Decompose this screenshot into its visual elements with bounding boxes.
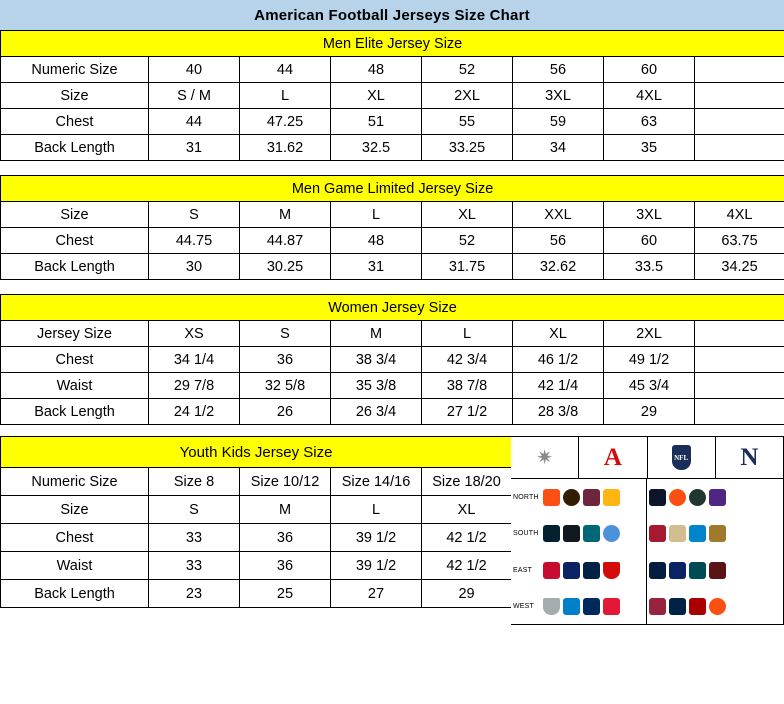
- table-cell: 47.25: [240, 109, 331, 135]
- table-cell: S: [240, 321, 331, 347]
- table-cell: 55: [422, 109, 513, 135]
- table-row: [1, 83, 784, 109]
- row-label: Back Length: [1, 580, 149, 608]
- division-label: SOUTH: [513, 530, 539, 538]
- section-heading-men-elite: Men Elite Jersey Size: [1, 31, 784, 57]
- divisions-grid: [511, 479, 783, 625]
- table-cell: Size 10/12: [240, 468, 331, 496]
- team-logo-icon: [689, 562, 706, 579]
- table-cell-empty: [695, 109, 784, 135]
- team-logo-icon: [689, 598, 706, 615]
- men-game-limited-table: [0, 175, 784, 280]
- table-cell: 56: [513, 57, 604, 83]
- table-cell: 31.62: [240, 135, 331, 161]
- row-label: Numeric Size: [1, 57, 149, 83]
- bottom-section: [0, 436, 784, 625]
- table-cell: 48: [331, 228, 422, 254]
- table-cell: 44: [149, 109, 240, 135]
- table-cell: 38 7/8: [422, 373, 513, 399]
- table-cell: 32 5/8: [240, 373, 331, 399]
- table-cell: XL: [331, 83, 422, 109]
- table-cell-empty: [695, 347, 784, 373]
- table-cell: 34: [513, 135, 604, 161]
- team-logo-icon: [709, 598, 726, 615]
- table-cell: M: [331, 321, 422, 347]
- division-row-north: [511, 479, 646, 516]
- table-cell: 31: [149, 135, 240, 161]
- table-cell: 33: [149, 552, 240, 580]
- nfc-logo-icon: N: [740, 444, 759, 471]
- team-logo-icon: [689, 525, 706, 542]
- team-logo-icon: [649, 562, 666, 579]
- table-row: [1, 468, 512, 496]
- division-label: EAST: [513, 566, 533, 574]
- table-cell: 3XL: [513, 83, 604, 109]
- team-logo-icon: [709, 562, 726, 579]
- team-logo-group: [649, 525, 726, 542]
- table-cell: 39 1/2: [331, 524, 422, 552]
- afc-logo-icon: A: [603, 444, 622, 471]
- nfl-shield-cell: [648, 437, 716, 478]
- team-logo-icon: [669, 598, 686, 615]
- table-cell: 24 1/2: [149, 399, 240, 425]
- nfl-star-logo-cell: [511, 437, 579, 478]
- table-cell: 2XL: [422, 83, 513, 109]
- row-label: Size: [1, 202, 149, 228]
- table-cell: XL: [422, 496, 512, 524]
- table-cell: 45 3/4: [604, 373, 695, 399]
- table-cell: S: [149, 202, 240, 228]
- table-cell: 42 1/4: [513, 373, 604, 399]
- team-logo-icon: [583, 525, 600, 542]
- section-heading-women: Women Jersey Size: [1, 295, 784, 321]
- team-logo-icon: [543, 598, 560, 615]
- table-cell: 63.75: [695, 228, 784, 254]
- table-cell: 28 3/8: [513, 399, 604, 425]
- nfc-divisions: [647, 479, 783, 625]
- table-cell: 42 3/4: [422, 347, 513, 373]
- youth-table-wrapper: [0, 436, 511, 608]
- table-cell: 52: [422, 57, 513, 83]
- table-cell: 52: [422, 228, 513, 254]
- table-cell: 63: [604, 109, 695, 135]
- table-cell-empty: [695, 399, 784, 425]
- nfc-logo-cell: [716, 437, 783, 478]
- table-cell: 30: [149, 254, 240, 280]
- team-logo-icon: [563, 562, 580, 579]
- table-cell: 27: [331, 580, 422, 608]
- table-cell: 48: [331, 57, 422, 83]
- row-label: Back Length: [1, 135, 149, 161]
- team-logo-icon: [563, 489, 580, 506]
- table-cell: 32.5: [331, 135, 422, 161]
- section-spacer: [0, 280, 784, 294]
- team-logo-icon: [543, 525, 560, 542]
- table-cell: 59: [513, 109, 604, 135]
- table-cell: 44.87: [240, 228, 331, 254]
- men-elite-table: [0, 30, 784, 161]
- row-label: Size: [1, 496, 149, 524]
- division-row-north: [647, 479, 783, 516]
- table-cell: L: [331, 496, 422, 524]
- table-cell: 40: [149, 57, 240, 83]
- division-label: WEST: [513, 603, 535, 611]
- team-logos-panel: [511, 436, 784, 625]
- team-logo-icon: [603, 562, 620, 579]
- table-cell: Size 14/16: [331, 468, 422, 496]
- team-logo-icon: [669, 562, 686, 579]
- table-row: [1, 552, 512, 580]
- team-logo-icon: [603, 525, 620, 542]
- team-logo-icon: [563, 525, 580, 542]
- table-row: [1, 321, 784, 347]
- row-label: Back Length: [1, 254, 149, 280]
- table-cell: XL: [422, 202, 513, 228]
- table-cell: 42 1/2: [422, 524, 512, 552]
- afc-divisions: [511, 479, 647, 625]
- row-label: Size: [1, 83, 149, 109]
- table-cell: S / M: [149, 83, 240, 109]
- team-logo-group: [649, 598, 726, 615]
- team-logo-icon: [603, 489, 620, 506]
- team-logo-group: [543, 598, 620, 615]
- division-row-west: [647, 589, 783, 626]
- table-cell: Size 18/20: [422, 468, 512, 496]
- table-cell: L: [240, 83, 331, 109]
- table-row: [1, 347, 784, 373]
- table-cell: 26 3/4: [331, 399, 422, 425]
- table-cell: 42 1/2: [422, 552, 512, 580]
- table-cell: 60: [604, 57, 695, 83]
- table-cell: 31: [331, 254, 422, 280]
- table-cell: Size 8: [149, 468, 240, 496]
- team-logo-group: [543, 489, 620, 506]
- team-logo-icon: [603, 598, 620, 615]
- table-cell: 49 1/2: [604, 347, 695, 373]
- table-cell: M: [240, 496, 331, 524]
- table-cell: S: [149, 496, 240, 524]
- team-logo-icon: [543, 562, 560, 579]
- team-logo-icon: [563, 598, 580, 615]
- nfl-shield-icon: NFL: [672, 445, 691, 470]
- table-cell: 34 1/4: [149, 347, 240, 373]
- table-cell: 4XL: [695, 202, 784, 228]
- table-cell: 2XL: [604, 321, 695, 347]
- team-logo-icon: [669, 525, 686, 542]
- star-icon: ✷: [536, 446, 553, 469]
- row-label: Waist: [1, 552, 149, 580]
- table-cell: 36: [240, 524, 331, 552]
- table-row: [1, 109, 784, 135]
- table-cell-empty: [695, 135, 784, 161]
- table-cell: 33.5: [604, 254, 695, 280]
- table-cell: 31.75: [422, 254, 513, 280]
- table-cell: L: [422, 321, 513, 347]
- row-label: Chest: [1, 524, 149, 552]
- table-cell-empty: [695, 57, 784, 83]
- table-cell-empty: [695, 373, 784, 399]
- division-row-east: [511, 552, 646, 589]
- table-cell: 27 1/2: [422, 399, 513, 425]
- table-cell: 29: [604, 399, 695, 425]
- team-logo-icon: [689, 489, 706, 506]
- table-cell: 29: [422, 580, 512, 608]
- page-title: American Football Jerseys Size Chart: [254, 6, 530, 24]
- row-label: Numeric Size: [1, 468, 149, 496]
- table-cell: 25: [240, 580, 331, 608]
- team-logo-group: [649, 562, 726, 579]
- team-logo-group: [543, 562, 620, 579]
- table-cell-empty: [695, 321, 784, 347]
- team-logo-icon: [649, 489, 666, 506]
- table-cell: XS: [149, 321, 240, 347]
- table-row: [1, 135, 784, 161]
- table-cell: 33.25: [422, 135, 513, 161]
- table-cell: 32.62: [513, 254, 604, 280]
- division-row-south: [647, 516, 783, 553]
- table-cell: 36: [240, 552, 331, 580]
- team-logo-icon: [649, 598, 666, 615]
- page-title-bar: [0, 0, 784, 30]
- table-cell: 35 3/8: [331, 373, 422, 399]
- youth-table: [0, 436, 512, 608]
- division-label: NORTH: [513, 493, 539, 501]
- table-cell: 30.25: [240, 254, 331, 280]
- table-cell: 23: [149, 580, 240, 608]
- conference-logo-row: [511, 437, 783, 479]
- table-cell: 38 3/4: [331, 347, 422, 373]
- team-logo-icon: [583, 562, 600, 579]
- table-row: [1, 57, 784, 83]
- team-logo-icon: [583, 598, 600, 615]
- row-label: Chest: [1, 228, 149, 254]
- team-logo-icon: [543, 489, 560, 506]
- table-cell: XL: [513, 321, 604, 347]
- team-logo-icon: [709, 525, 726, 542]
- table-row: [1, 202, 784, 228]
- table-cell: XXL: [513, 202, 604, 228]
- table-row: [1, 295, 784, 321]
- afc-logo-cell: [579, 437, 647, 478]
- table-cell: 51: [331, 109, 422, 135]
- team-logo-group: [649, 489, 726, 506]
- table-cell-empty: [695, 83, 784, 109]
- table-row: [1, 31, 784, 57]
- section-spacer: [0, 161, 784, 175]
- team-logo-group: [543, 525, 620, 542]
- section-heading-youth: Youth Kids Jersey Size: [1, 437, 512, 468]
- row-label: Chest: [1, 109, 149, 135]
- row-label: Waist: [1, 373, 149, 399]
- table-row: [1, 437, 512, 468]
- row-label: Jersey Size: [1, 321, 149, 347]
- table-cell: 3XL: [604, 202, 695, 228]
- table-cell: 35: [604, 135, 695, 161]
- table-cell: 46 1/2: [513, 347, 604, 373]
- table-row: [1, 580, 512, 608]
- team-logo-icon: [669, 489, 686, 506]
- team-logo-icon: [709, 489, 726, 506]
- table-cell: 44.75: [149, 228, 240, 254]
- row-label: Chest: [1, 347, 149, 373]
- table-row: [1, 496, 512, 524]
- table-cell: 36: [240, 347, 331, 373]
- table-row: [1, 399, 784, 425]
- team-logo-icon: [649, 525, 666, 542]
- table-cell: 26: [240, 399, 331, 425]
- table-cell: 56: [513, 228, 604, 254]
- table-row: [1, 254, 784, 280]
- table-cell: 39 1/2: [331, 552, 422, 580]
- team-logo-icon: [583, 489, 600, 506]
- section-spacer: [0, 425, 784, 436]
- table-row: [1, 373, 784, 399]
- table-cell: L: [331, 202, 422, 228]
- table-cell: 4XL: [604, 83, 695, 109]
- row-label: Back Length: [1, 399, 149, 425]
- division-row-south: [511, 516, 646, 553]
- table-cell: 44: [240, 57, 331, 83]
- table-row: [1, 176, 784, 202]
- division-row-west: [511, 589, 646, 626]
- table-cell: 60: [604, 228, 695, 254]
- table-cell: 34.25: [695, 254, 784, 280]
- table-cell: M: [240, 202, 331, 228]
- table-cell: 29 7/8: [149, 373, 240, 399]
- table-row: [1, 228, 784, 254]
- section-heading-men-game-limited: Men Game Limited Jersey Size: [1, 176, 784, 202]
- women-table: [0, 294, 784, 425]
- division-row-east: [647, 552, 783, 589]
- table-cell: 33: [149, 524, 240, 552]
- table-row: [1, 524, 512, 552]
